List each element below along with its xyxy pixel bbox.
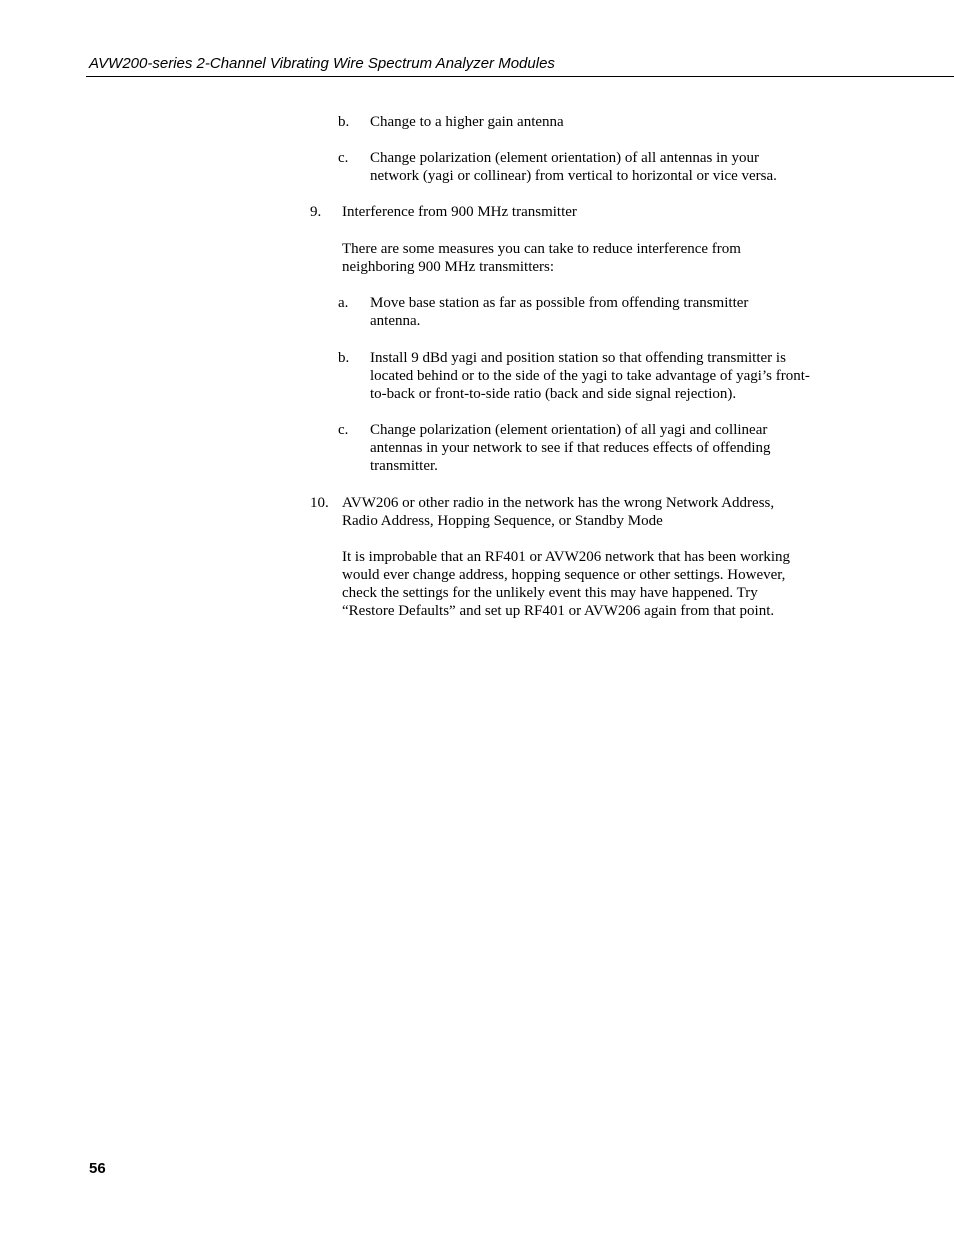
list-marker-10: 10.	[310, 495, 329, 511]
list-item-9c-text: Change polarization (element orientation) of all yagi and collinear antennas in your network to see if that reduces effects of offending transmitter.	[370, 422, 771, 474]
list-marker-9: 9.	[310, 204, 322, 220]
item-10-title: AVW206 or other radio in the network has the wrong Network Address, Radio Address, Hopping Sequence, or Standby Mode	[342, 495, 775, 529]
list-marker-8c: c.	[338, 150, 349, 166]
page-number: 56	[89, 1160, 106, 1177]
list-marker-9a: a.	[338, 295, 349, 311]
list-item-8c-text: Change polarization (element orientation) of all antennas in your network (yagi or collinear) from vertical to horizontal or vice versa.	[370, 150, 777, 184]
list-marker-8b: b.	[338, 114, 350, 130]
item-10-paragraph: It is improbable that an RF401 or AVW206 network that has been working would ever change address, hopping sequence or other settings. However, check the settings for the unlikely event this may have happened. Try “Restore Defaults” and set up RF401 or AVW206 again from that point.	[342, 549, 790, 619]
list-marker-9b: b.	[338, 350, 350, 366]
list-item-9b-text: Install 9 dBd yagi and position station so that offending transmitter is located behind or to the side of the yagi to take advantage of yagi’s front-to-back or front-to-side ratio (back and side signal rejection).	[370, 350, 810, 402]
running-header: AVW200-series 2-Channel Vibrating Wire Spectrum Analyzer Modules	[89, 55, 555, 72]
item-9-title: Interference from 900 MHz transmitter	[342, 204, 577, 220]
item-9-intro: There are some measures you can take to reduce interference from neighboring 900 MHz transmitters:	[342, 241, 741, 275]
list-marker-9c: c.	[338, 422, 349, 438]
list-item-8b-text: Change to a higher gain antenna	[370, 114, 564, 130]
header-rule	[86, 76, 954, 77]
list-item-9a-text: Move base station as far as possible from offending transmitter antenna.	[370, 295, 749, 329]
